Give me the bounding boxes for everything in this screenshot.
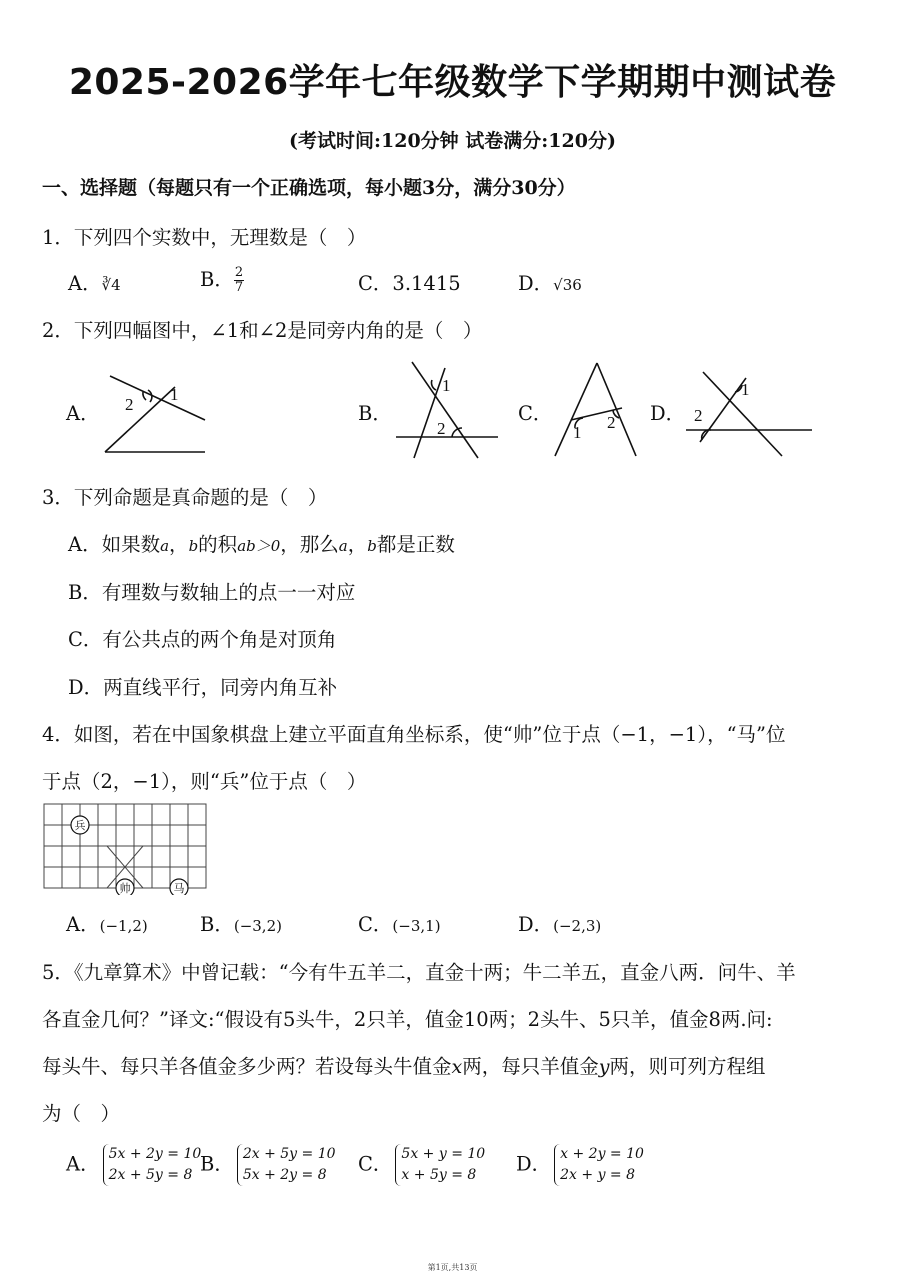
piece-ma: 马 xyxy=(173,883,185,895)
q2-label-d: D． xyxy=(650,402,686,425)
q3-option-d: D．两直线平行，同旁内角互补 xyxy=(68,676,338,699)
q2-stem: 2．下列四幅图中，∠1和∠2是同旁内角的是（ ） xyxy=(42,319,483,342)
q4-option-c: C．(−3,1) xyxy=(358,913,441,936)
fig-c-left xyxy=(555,363,597,456)
fig-a-angle1: 1 xyxy=(170,385,179,404)
q5-option-d: D． x + 2y = 10 2x + y = 8 xyxy=(516,1144,644,1186)
option-label: D． xyxy=(518,272,554,295)
q5-line2: 各直金几何？”译文:“假设有5头牛，2只羊，值金10两；2头牛、5只羊，值金8两.问: xyxy=(42,1008,773,1031)
q3-stem: 3．下列命题是真命题的是（ ） xyxy=(42,486,328,509)
fraction: $\frac{2}{7}$ xyxy=(234,265,244,295)
option-value: √36 xyxy=(553,276,582,294)
option-value: 3.1415 xyxy=(392,272,461,295)
q5-option-b: B． 2x + 5y = 10 5x + 2y = 8 xyxy=(200,1144,336,1186)
fig-b-line2 xyxy=(414,368,445,458)
fig-a-arc1 xyxy=(148,390,152,402)
fig-c-angle2: 2 xyxy=(607,413,616,432)
piece-bing: 兵 xyxy=(74,820,86,832)
page-number: 第1页,共13页 xyxy=(427,1263,478,1272)
q5-line3: 每头牛、每只羊各值金多少两？若设每头牛值金x两，每只羊值金y两，则可列方程组 xyxy=(42,1055,766,1078)
q3-option-c: C．有公共点的两个角是对顶角 xyxy=(68,628,337,651)
q4-option-d: D．(−2,3) xyxy=(518,913,602,936)
fig-b-angle2: 2 xyxy=(437,419,446,438)
q2-figures xyxy=(0,0,905,480)
q3-option-a: A．如果数a，b的积ab＞0，那么a，b都是正数 xyxy=(68,533,455,556)
q4-line2: 于点（2，−1），则“兵”位于点（ ） xyxy=(42,770,367,793)
fig-a-angle2: 2 xyxy=(125,395,134,414)
q4-line1: 4．如图，若在中国象棋盘上建立平面直角坐标系，使“帅”位于点（−1，−1），“马”位 xyxy=(42,723,786,746)
chessboard-figure xyxy=(40,800,210,895)
option-label: C． xyxy=(358,272,393,295)
q2-label-b: B． xyxy=(358,402,392,425)
q2-label-c: C． xyxy=(518,402,553,425)
section-heading: 一、选择题（每题只有一个正确选项，每小题3分，满分30分） xyxy=(42,177,576,199)
piece-shuai: 帅 xyxy=(119,883,131,895)
q1-stem: 1．下列四个实数中，无理数是（ ） xyxy=(42,226,367,249)
exam-info: (考试时间:120分钟 试卷满分:120分) xyxy=(289,130,616,152)
fig-c-angle1: 1 xyxy=(573,423,582,442)
fig-a-transversal xyxy=(105,387,175,452)
q5-option-a: A． 5x + 2y = 10 2x + 5y = 8 xyxy=(66,1144,201,1186)
fig-d-angle1: 1 xyxy=(741,380,750,399)
fig-b-arc1 xyxy=(431,380,436,390)
option-label: A． xyxy=(68,272,102,295)
option-label: B． xyxy=(200,268,234,291)
q4-option-b: B．(−3,2) xyxy=(200,913,282,936)
q5-option-c: C． 5x + y = 10 x + 5y = 8 xyxy=(358,1144,485,1186)
page-title: 2025-2026学年七年级数学下学期期中测试卷 xyxy=(68,62,837,103)
fig-d-angle2: 2 xyxy=(694,406,703,425)
fig-b-angle1: 1 xyxy=(442,376,451,395)
q4-option-a: A．(−1,2) xyxy=(66,913,148,936)
q5-line4: 为（ ） xyxy=(42,1102,121,1125)
q3-option-b: B．有理数与数轴上的点一一对应 xyxy=(68,581,356,604)
q5-line1: 5．《九章算术》中曾记载：“今有牛五羊二，直金十两；牛二羊五，直金八两．问牛、羊 xyxy=(42,961,796,984)
option-value: ∛4 xyxy=(101,276,121,294)
q2-label-a: A． xyxy=(66,402,100,425)
